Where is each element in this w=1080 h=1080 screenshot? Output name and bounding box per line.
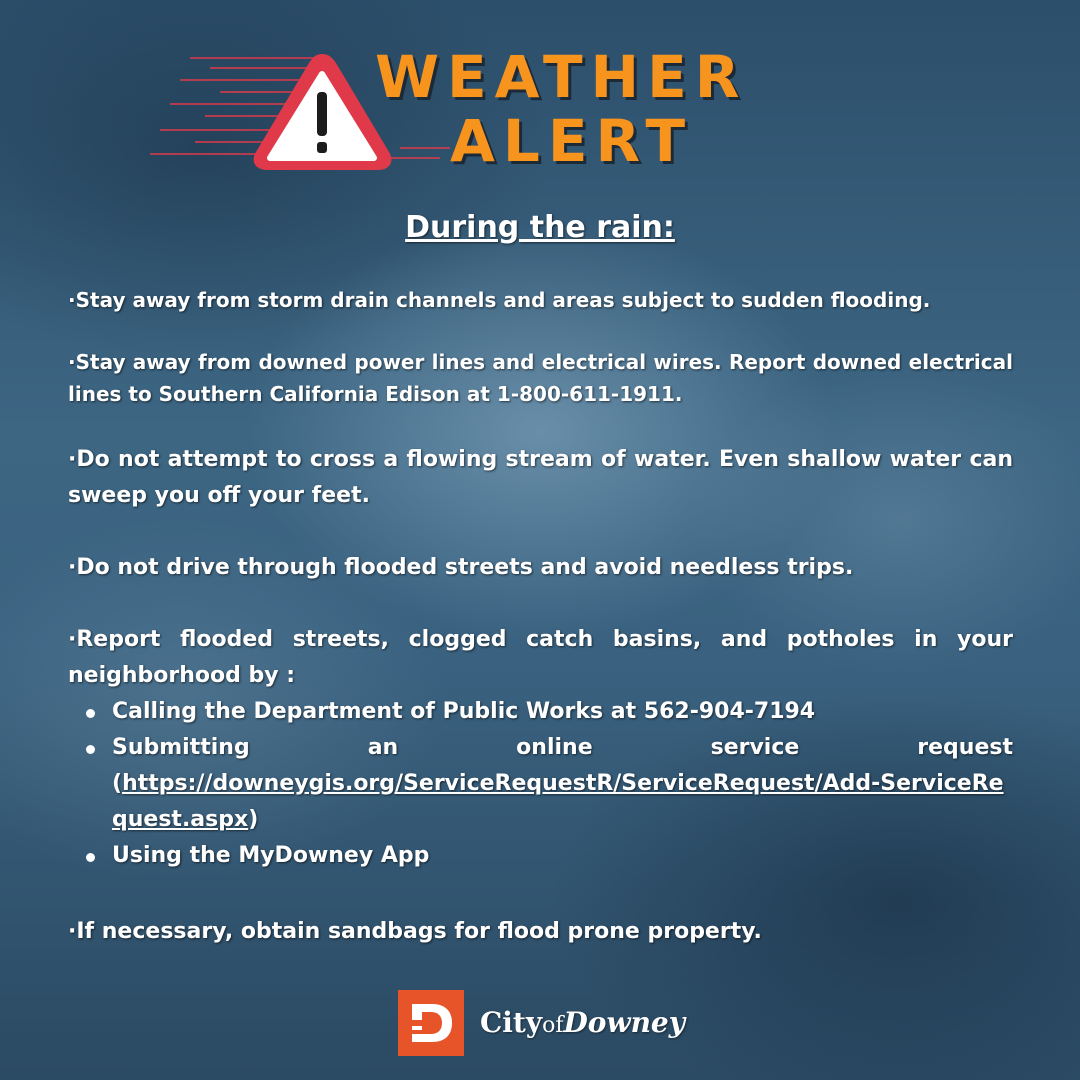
word: service: [710, 735, 800, 760]
word: an: [367, 735, 399, 760]
tip-report: ·Report flooded streets, clogged catch basins, and potholes in your neighborhood by :: [68, 627, 1013, 688]
paren-open: (: [112, 771, 123, 796]
bullet-icon: [86, 745, 95, 754]
city-word: City: [480, 1006, 543, 1039]
paren-close: ): [248, 807, 259, 832]
of-word: of: [542, 1013, 564, 1038]
word: request: [917, 735, 1013, 760]
bullet-icon: [86, 853, 95, 862]
city-of-downey-logo-icon: [398, 990, 464, 1056]
service-request-link[interactable]: https://downeygis.org/ServiceRequestR/ServiceRequest/Add-ServiceRequest.aspx: [112, 771, 1004, 832]
list-item-text: Using the MyDowney App: [112, 843, 430, 868]
list-item: [112, 838, 1013, 874]
word: online: [516, 735, 593, 760]
city-name: [480, 1006, 685, 1039]
tip-flowing-water: ·Do not attempt to cross a flowing stream of water. Even shallow water can sweep you off your feet.: [68, 447, 1013, 508]
city-logo: [398, 990, 688, 1056]
downey-word: Downey: [563, 1006, 686, 1039]
tips-content: [68, 284, 1013, 950]
tip-storm-drains: ·Stay away from storm drain channels and areas subject to sudden flooding.: [68, 288, 931, 312]
report-methods-list: [68, 694, 1013, 874]
title-alert: ALERT: [450, 107, 694, 175]
section-heading: During the rain:: [405, 210, 675, 245]
warning-triangle-icon: [250, 48, 395, 173]
bullet-icon: [86, 709, 95, 718]
list-item-text: Calling the Department of Public Works at 562-904-7194: [112, 699, 816, 724]
alert-header: [150, 40, 910, 180]
tip-sandbags: ·If necessary, obtain sandbags for flood prone property.: [68, 919, 762, 944]
list-item: [112, 730, 1013, 838]
list-item: [112, 694, 1013, 730]
title-weather: WEATHER: [375, 43, 748, 111]
list-item-justified-line: [112, 730, 1013, 766]
word: Submitting: [112, 735, 250, 760]
tip-flooded-streets: ·Do not drive through flooded streets and avoid needless trips.: [68, 555, 854, 580]
tip-power-lines: ·Stay away from downed power lines and electrical wires. Report downed electrical lines to Southern California Edison at 1-800-611-1911.: [68, 350, 1013, 406]
